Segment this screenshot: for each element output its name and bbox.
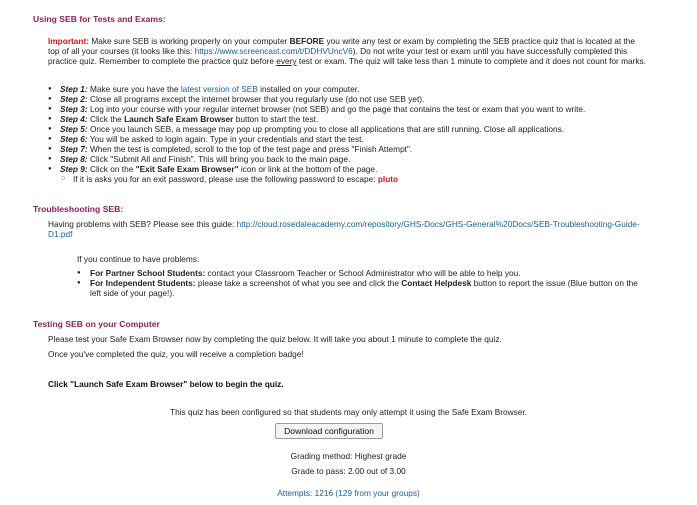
exit-password-text: If it is asks you for an exit password, please use the following password to escape: [73,174,378,184]
step-label: Step 9: [60,164,88,174]
step-label: Step 2: [60,94,88,104]
quiz-config-note: This quiz has been configured so that students may only attempt it using the Safe Exam Browser. [170,407,527,417]
testing-line-2: Once you've completed the quiz, you will receive a completion badge! [48,349,304,359]
grading-method: Grading method: Highest grade [290,451,407,461]
important-text: Make sure SEB is working properly on your computer [89,36,290,46]
list-item [48,154,668,164]
important-paragraph [48,36,648,66]
section-heading-troubleshooting: Troubleshooting SEB: [33,204,124,214]
independent-label: For Independent Students: [90,278,196,288]
partner-label: For Partner School Students: [90,268,206,278]
step-label: Step 3: [60,104,88,114]
independent-text: button to report the issue (Blue button on the left side of your page!). [90,278,638,298]
important-text: ). Do not write your test or exam until you have successfully completed this practice quiz. Remember to complete the practice quiz before [48,46,628,66]
exit-password: pluto [377,174,399,184]
step-text: Once you launch SEB, a message may pop up prompting you to close all applications that are still running. Close all applications. [87,124,565,134]
step-text: Click the [87,114,125,124]
step-text: Log into your course with your regular internet browser (not SEB) and go the page that contains the test or exam that you want to write. [87,104,586,114]
step-bold-text: "Exit Safe Exam Browser" [135,164,239,174]
step-text: installed on your computer. [257,84,360,94]
step-label: Step 8: [60,154,88,164]
download-configuration-button[interactable]: Download configuration [275,423,383,439]
attempts-link-wrap [0,488,697,498]
latest-seb-link[interactable]: latest version of SEB [180,84,258,94]
troubleshooting-paragraph [48,219,648,239]
contact-helpdesk-text: Contact Helpdesk [401,278,472,288]
important-label: Important: [48,36,90,46]
step-text: When the test is completed, scroll to the top of the test page and press "Finish Attempt". [87,144,413,154]
step-label: Step 5: [60,124,88,134]
list-item [48,164,668,174]
launch-instruction: Click "Launch Safe Exam Browser" below to begin the quiz. [48,379,284,389]
list-item [77,268,647,278]
list-item [77,278,647,298]
list-item [48,134,668,144]
step-label: Step 7: [60,144,88,154]
problems-list [77,268,647,298]
troubleshooting-guide-link[interactable]: http://cloud.rosedaleacademy.com/repository/GHS-Docs/GHS-General%20Docs/SEB-Troubleshooting-Guide-D1.pdf [48,219,640,239]
step-text: Close all programs except the internet browser that you regularly use (do not use SEB yet). [87,94,425,104]
grade-to-pass: Grade to pass: 2.00 out of 3.00 [291,466,406,476]
step-text: icon or link at the bottom of the page. [238,164,378,174]
section-heading-using-seb: Using SEB for Tests and Exams: [33,14,166,24]
step-label: Step 4: [60,114,88,124]
testing-line-1: Please test your Safe Exam Browser now by completing the quiz below. It will take you about 1 minute to complete the quiz. [48,334,502,344]
attempts-link[interactable]: Attempts: 1216 (129 from your groups) [277,488,420,498]
list-item [48,174,668,184]
section-heading-testing: Testing SEB on your Computer [33,319,160,329]
before-emphasis: BEFORE [289,36,325,46]
important-text: you write any test or exam by completing the SEB practice quiz that is located at the top of all your courses (it looks like this: [48,36,636,56]
step-label: Step 1: [60,84,88,94]
important-text: test or exam. The quiz will take less than 1 minute to complete and it does not count for marks. [296,56,646,66]
step-text: Click "Submit All and Finish". This will bring you back to the main page. [87,154,351,164]
list-item [48,114,668,124]
list-item [48,104,668,114]
step-text: You will be asked to login again. Type in your credentials and start the test. [87,134,364,144]
steps-list [48,84,668,184]
step-text: Make sure you have the [87,84,181,94]
list-item [48,144,668,154]
continue-text: If you continue to have problems: [77,254,200,264]
step-bold-text: Launch Safe Exam Browser [124,114,234,124]
independent-text: please take a screenshot of what you see and click the [195,278,402,288]
partner-text: contact your Classroom Teacher or School Administrator who will be able to help you. [205,268,521,278]
list-item [48,124,668,134]
troubleshooting-text: Having problems with SEB? Please see this guide: [48,219,237,229]
screencast-link[interactable]: https://www.screencast.com/t/DDHVUncV6 [194,46,353,56]
step-text: Click on the [87,164,136,174]
step-text: button to start the test. [233,114,319,124]
list-item [48,94,668,104]
every-emphasis: every [276,56,297,66]
step-label: Step 6: [60,134,88,144]
list-item [48,84,668,94]
